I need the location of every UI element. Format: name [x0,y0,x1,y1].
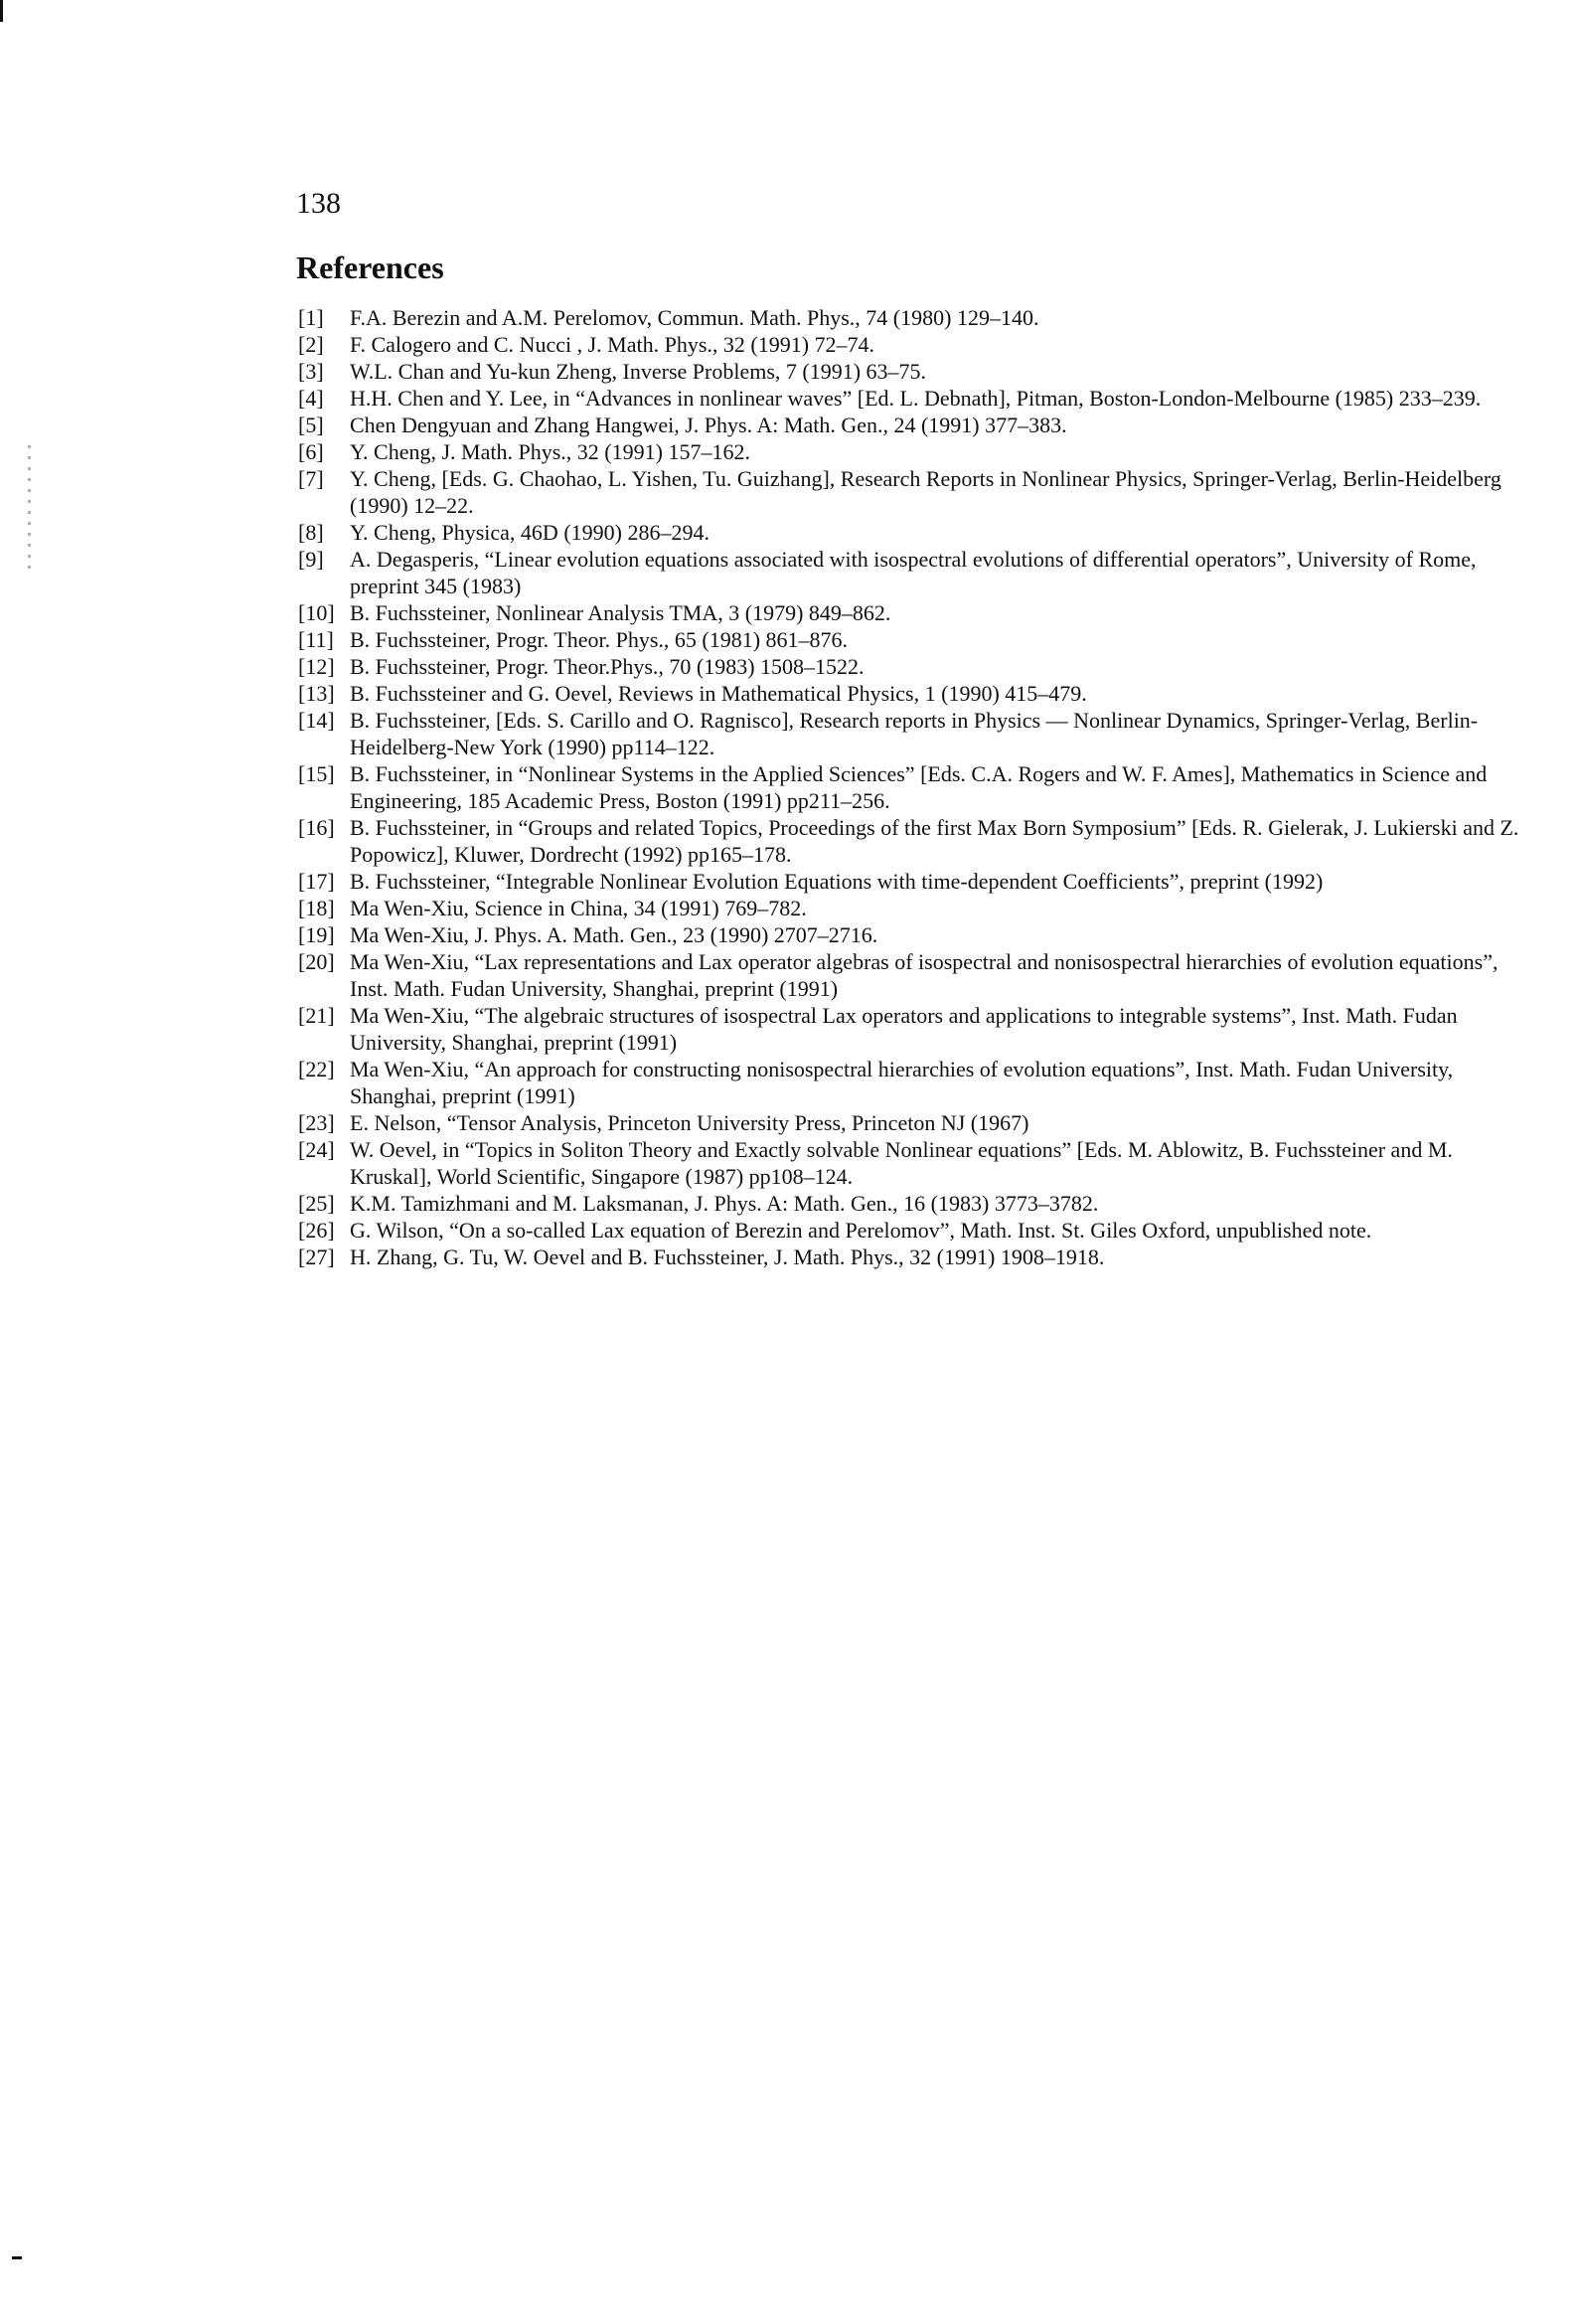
margin-dots [22,445,38,584]
reference-item [298,1002,1522,1056]
reference-text: Ma Wen-Xiu, Science in China, 34 (1991) 769–782. [350,896,807,920]
reference-number: [14] [298,708,335,733]
reference-item [298,653,1522,680]
reference-number: [1] [298,305,324,330]
reference-item [298,465,1522,519]
reference-text: W. Oevel, in “Topics in Soliton Theory and Exactly solvable Nonlinear equations” [Eds. M. Ablowitz, B. Fuchssteiner and M. Kruskal], World Scientific, Singapore (1987) pp108–124. [350,1137,1453,1189]
reference-number: [17] [298,869,335,894]
reference-item [298,868,1522,895]
reference-text: B. Fuchssteiner, in “Nonlinear Systems in the Applied Sciences” [Eds. C.A. Rogers and W. F. Ames], Mathematics in Science and Engineering, 185 Academic Press, Boston (1991) pp211–256. [350,761,1488,813]
reference-item [298,814,1522,868]
reference-number: [4] [298,386,324,411]
references-heading: References [296,249,444,285]
reference-text: B. Fuchssteiner, Progr. Theor.Phys., 70 (1983) 1508–1522. [350,654,865,679]
reference-number: [12] [298,654,335,679]
reference-item [298,385,1522,412]
reference-text: B. Fuchssteiner and G. Oevel, Reviews in Mathematical Physics, 1 (1990) 415–479. [350,681,1087,706]
reference-item [298,358,1522,385]
reference-number: [7] [298,466,324,491]
reference-text: Chen Dengyuan and Zhang Hangwei, J. Phys. A: Math. Gen., 24 (1991) 377–383. [350,413,1067,437]
reference-text: G. Wilson, “On a so-called Lax equation of Berezin and Perelomov”, Math. Inst. St. Giles Oxford, unpublished note. [350,1218,1372,1243]
reference-number: [15] [298,761,335,786]
reference-number: [23] [298,1110,335,1135]
reference-list [298,304,1522,1270]
reference-number: [24] [298,1137,335,1162]
reference-text: Y. Cheng, Physica, 46D (1990) 286–294. [350,520,710,545]
reference-item [298,519,1522,546]
reference-number: [2] [298,332,324,357]
reference-number: [8] [298,520,324,545]
reference-item [298,304,1522,331]
reference-item [298,1244,1522,1270]
reference-text: H. Zhang, G. Tu, W. Oevel and B. Fuchssteiner, J. Math. Phys., 32 (1991) 1908–1918. [350,1245,1105,1269]
reference-item [298,1109,1522,1136]
reference-number: [9] [298,547,324,572]
page-number: 138 [296,187,341,220]
reference-number: [18] [298,896,335,920]
reference-number: [25] [298,1191,335,1216]
reference-text: F.A. Berezin and A.M. Perelomov, Commun. Math. Phys., 74 (1980) 129–140. [350,305,1039,330]
reference-number: [13] [298,681,335,706]
reference-number: [22] [298,1057,335,1081]
reference-number: [3] [298,359,324,384]
reference-text: A. Degasperis, “Linear evolution equations associated with isospectral evolutions of differential operators”, University of Rome, preprint 345 (1983) [350,547,1477,598]
reference-item [298,599,1522,626]
reference-text: B. Fuchssteiner, “Integrable Nonlinear Evolution Equations with time-dependent Coefficients”, preprint (1992) [350,869,1324,894]
reference-item [298,948,1522,1002]
reference-item [298,1190,1522,1217]
reference-number: [16] [298,815,335,840]
reference-text: H.H. Chen and Y. Lee, in “Advances in nonlinear waves” [Ed. L. Debnath], Pitman, Boston-London-Melbourne (1985) 233–239. [350,386,1482,411]
reference-number: [6] [298,439,324,464]
reference-text: W.L. Chan and Yu-kun Zheng, Inverse Problems, 7 (1991) 63–75. [350,359,927,384]
reference-item [298,921,1522,948]
reference-item [298,1056,1522,1109]
reference-number: [26] [298,1218,335,1243]
reference-item [298,707,1522,760]
scan-edge-mark [12,2256,22,2259]
reference-text: Ma Wen-Xiu, J. Phys. A. Math. Gen., 23 (1990) 2707–2716. [350,922,878,947]
reference-item [298,1217,1522,1244]
reference-number: [10] [298,600,335,625]
reference-number: [11] [298,627,334,652]
reference-number: [27] [298,1245,335,1269]
reference-text: Ma Wen-Xiu, “An approach for constructing nonisospectral hierarchies of evolution equations”, Inst. Math. Fudan University, Shanghai, preprint (1991) [350,1057,1454,1108]
reference-text: Y. Cheng, J. Math. Phys., 32 (1991) 157–162. [350,439,750,464]
reference-text: B. Fuchssteiner, in “Groups and related Topics, Proceedings of the first Max Born Symposium” [Eds. R. Gielerak, J. Lukierski and Z. Popowicz], Kluwer, Dordrecht (1992) pp165–178. [350,815,1519,867]
reference-text: F. Calogero and C. Nucci , J. Math. Phys., 32 (1991) 72–74. [350,332,875,357]
reference-item [298,895,1522,921]
reference-item [298,331,1522,358]
reference-number: [5] [298,413,324,437]
reference-item [298,412,1522,438]
reference-item [298,626,1522,653]
reference-text: B. Fuchssteiner, Nonlinear Analysis TMA, 3 (1979) 849–862. [350,600,891,625]
reference-text: Ma Wen-Xiu, “The algebraic structures of isospectral Lax operators and applications to integrable systems”, Inst. Math. Fudan University, Shanghai, preprint (1991) [350,1003,1458,1055]
reference-item [298,680,1522,707]
reference-number: [19] [298,922,335,947]
reference-number: [21] [298,1003,335,1028]
reference-item [298,760,1522,814]
reference-item [298,1136,1522,1190]
reference-text: Ma Wen-Xiu, “Lax representations and Lax operator algebras of isospectral and nonisospectral hierarchies of evolution equations”, Inst. Math. Fudan University, Shanghai, preprint (1991) [350,949,1498,1001]
reference-item [298,438,1522,465]
reference-text: B. Fuchssteiner, Progr. Theor. Phys., 65 (1981) 861–876. [350,627,849,652]
reference-text: K.M. Tamizhmani and M. Laksmanan, J. Phys. A: Math. Gen., 16 (1983) 3773–3782. [350,1191,1099,1216]
reference-text: Y. Cheng, [Eds. G. Chaohao, L. Yishen, Tu. Guizhang], Research Reports in Nonlinear Physics, Springer-Verlag, Berlin-Heidelberg (1990) 12–22. [350,466,1501,518]
reference-text: B. Fuchssteiner, [Eds. S. Carillo and O. Ragnisco], Research reports in Physics — Nonlinear Dynamics, Springer-Verlag, Berlin-Heidelberg-New York (1990) pp114–122. [350,708,1479,759]
reference-number: [20] [298,949,335,974]
scan-edge-mark [0,0,3,22]
reference-item [298,546,1522,599]
reference-text: E. Nelson, “Tensor Analysis, Princeton University Press, Princeton NJ (1967) [350,1110,1029,1135]
